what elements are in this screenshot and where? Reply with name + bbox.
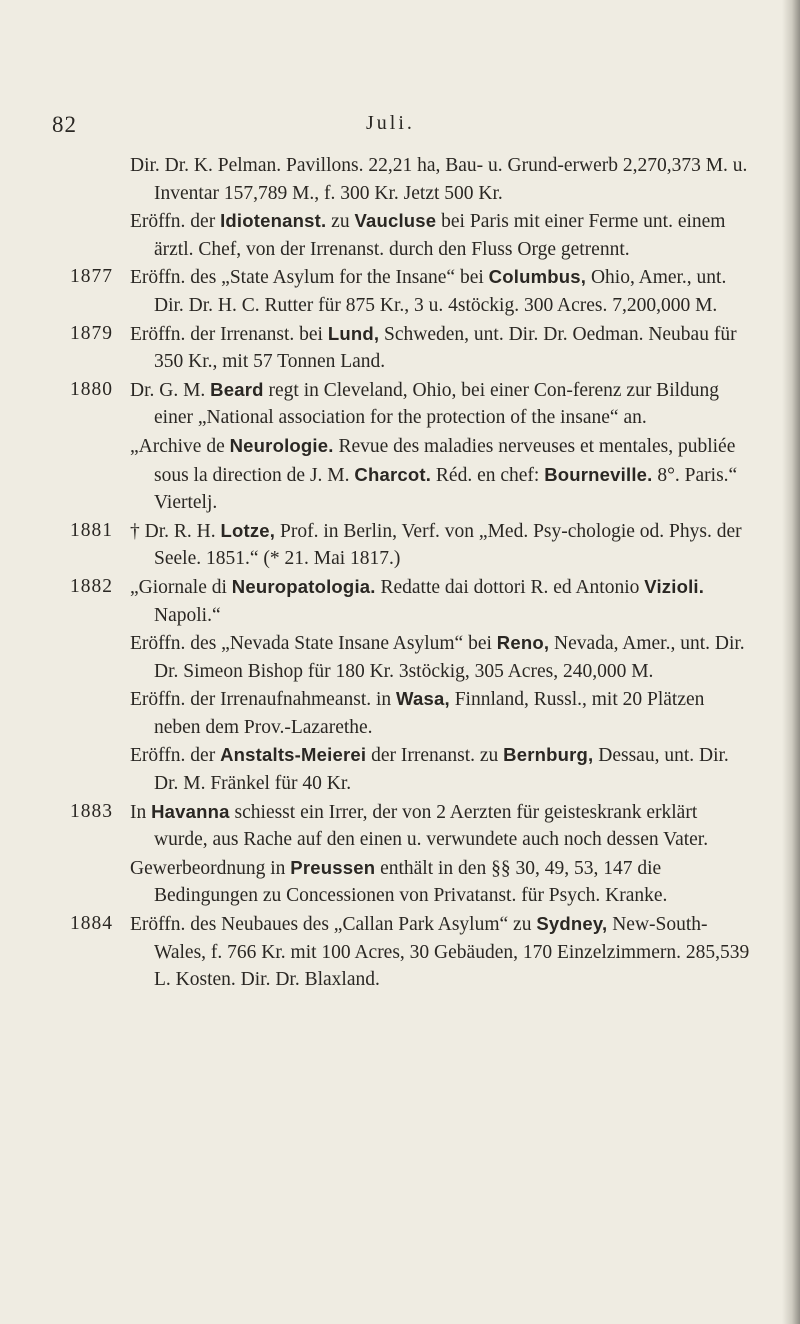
- entry: [70, 798, 750, 854]
- entry-text: „Giornale di Neuropatologia. Redatte dai dottori R. ed Antonio Vizioli. Napoli.“: [130, 575, 705, 626]
- entry-text: † Dr. R. H. Lotze, Prof. in Berlin, Verf. von „Med. Psy-chologie od. Phys. der Seele. 1851.“ (* 21. Mai 1817.): [130, 519, 742, 570]
- entry-text: Eröffn. des „State Asylum for the Insane“ bei Columbus, Ohio, Amer., unt. Dir. Dr. H. C. Rutter für 875 Kr., 3 u. 4stöckig. 300 Acres. 7,200,000 M.: [130, 266, 727, 316]
- entry-text: Gewerbeordnung in Preussen enthält in den §§ 30, 49, 53, 147 die Bedingungen zu Concessionen von Privatanst. für Psych. Kranke.: [130, 856, 668, 907]
- entry-text: Eröffn. der Irrenaufnahmeanst. in Wasa, Finnland, Russl., mit 20 Plätzen neben dem Prov.-Lazarethe.: [130, 688, 705, 738]
- entry-year: 1883: [70, 800, 113, 822]
- entry: [70, 854, 750, 910]
- entry: [70, 263, 750, 319]
- entry: [70, 320, 750, 376]
- entry-text: In Havanna schiesst ein Irrer, der von 2 Aerzten für geisteskrank erklärt wurde, aus Rache auf den einen u. verwundete auch noch dessen Vater.: [130, 800, 709, 851]
- emphasis: Wasa,: [396, 688, 450, 710]
- entry-year: 1877: [70, 266, 113, 288]
- entry: [70, 376, 750, 432]
- entry: [70, 629, 750, 685]
- emphasis: Preussen: [290, 856, 376, 878]
- page-number: 82: [52, 112, 77, 137]
- entry-text: Eröffn. der Idiotenanst. zu Vaucluse bei Paris mit einer Ferme unt. einem ärztl. Chef, von der Irrenanst. durch den Fluss Orge getrennt.: [130, 210, 726, 260]
- entry-year: 1880: [70, 378, 113, 400]
- entry-year: 1879: [70, 322, 113, 344]
- emphasis: Sydney,: [536, 913, 608, 935]
- entry-year: 1882: [70, 575, 113, 597]
- entry: [70, 517, 750, 573]
- entry-text: Eröffn. der Anstalts-Meierei der Irrenanst. zu Bernburg, Dessau, unt. Dir. Dr. M. Fränkel für 40 Kr.: [130, 744, 729, 795]
- entry-year: 1881: [70, 519, 113, 541]
- emphasis: Bourneville.: [544, 463, 653, 485]
- entry: [70, 152, 750, 207]
- entry: [70, 910, 750, 994]
- entry-text: „Archive de Neurologie. Revue des maladies nerveuses et mentales, publiée sous la direction de J. M. Charcot. Réd. en chef: Bourneville. 8°. Paris.“ Viertelj.: [130, 434, 738, 514]
- entry: [70, 741, 750, 797]
- running-head: Juli.: [366, 112, 415, 134]
- emphasis: Anstalts-Meierei: [220, 744, 367, 766]
- entry: [70, 573, 750, 629]
- entry: [70, 685, 750, 741]
- entry: [70, 207, 750, 263]
- emphasis: Beard: [210, 378, 264, 400]
- emphasis: Neuropatologia.: [231, 575, 376, 597]
- entry-text: Eröffn. der Irrenanst. bei Lund, Schweden, unt. Dir. Dr. Oedman. Neubau für 350 Kr., mit 57 Tonnen Land.: [130, 322, 737, 373]
- emphasis: Idiotenanst.: [220, 210, 327, 232]
- emphasis: Neurologie.: [229, 434, 334, 456]
- entry: [70, 432, 750, 517]
- emphasis: Charcot.: [354, 463, 432, 485]
- entry-text: Dr. G. M. Beard regt in Cleveland, Ohio, bei einer Con-ferenz zur Bildung einer „National association for the protection of the insane“ an.: [130, 378, 720, 429]
- entry-text: Eröffn. des „Nevada State Insane Asylum“ bei Reno, Nevada, Amer., unt. Dir. Dr. Simeon Bishop für 180 Kr. 3stöckig, 305 Acres, 240,000 M.: [130, 632, 745, 682]
- emphasis: Reno,: [496, 632, 550, 654]
- emphasis: Columbus,: [488, 266, 587, 288]
- chronology-entries: [70, 152, 750, 994]
- emphasis: Bernburg,: [503, 744, 594, 766]
- page-header: [52, 112, 752, 142]
- emphasis: Lund,: [327, 322, 380, 344]
- emphasis: Vaucluse: [354, 210, 437, 232]
- entry-year: 1884: [70, 913, 113, 935]
- entry-text: Dir. Dr. K. Pelman. Pavillons. 22,21 ha, Bau- u. Grund-erwerb 2,270,373 M. u. Inventar 157,789 M., f. 300 Kr. Jetzt 500 Kr.: [130, 155, 748, 204]
- emphasis: Havanna: [151, 800, 230, 822]
- entry-text: Eröffn. des Neubaues des „Callan Park Asylum“ zu Sydney, New-South-Wales, f. 766 Kr. mit 100 Acres, 30 Gebäuden, 170 Einzelzimmern. 285,539 L. Kosten. Dir. Dr. Blaxland.: [130, 913, 750, 991]
- page-edge-shadow: [782, 0, 800, 1324]
- emphasis: Lotze,: [220, 519, 276, 541]
- emphasis: Vizioli.: [644, 575, 705, 597]
